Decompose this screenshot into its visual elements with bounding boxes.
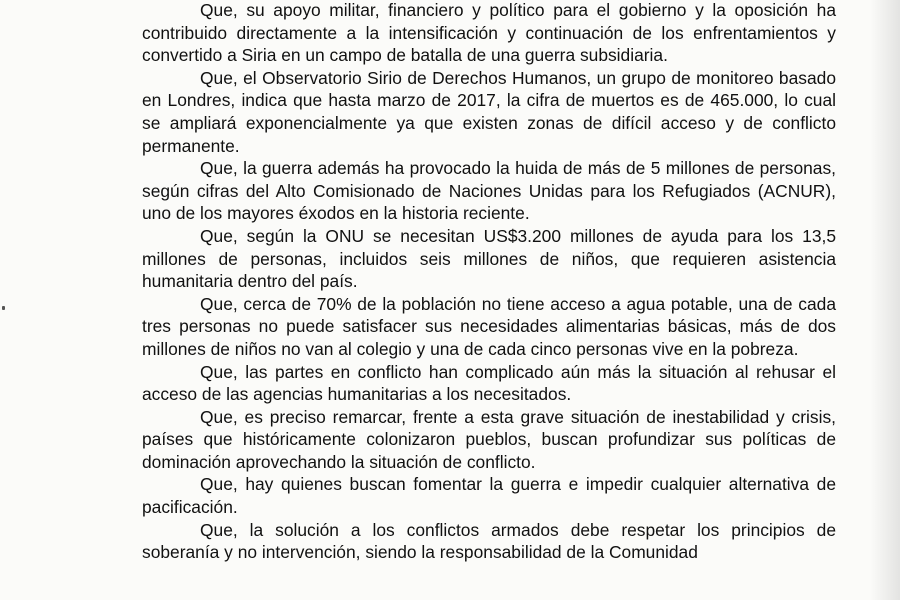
paragraph-ayuda-onu: Que, según la ONU se necesitan US$3.200 millones de ayuda para los 13,5 millones de personas, incluidos seis millones de niños, que requieren asistencia humanitaria dentro del país. bbox=[142, 225, 836, 292]
paragraph-refugiados: Que, la guerra además ha provocado la huida de más de 5 millones de personas, según cifras del Alto Comisionado de Naciones Unidas para los Refugiados (ACNUR), uno de los mayores éxodos en la historia reciente. bbox=[142, 158, 836, 224]
document-body bbox=[142, 0, 836, 564]
paragraph-soberania: Que, la solución a los conflictos armados debe respetar los principios de soberanía y no intervención, siendo la responsabilidad de la Comunidad bbox=[142, 519, 836, 563]
paragraph-observatorio: Que, el Observatorio Sirio de Derechos Humanos, un grupo de monitoreo basado en Londres, indica que hasta marzo de 2017, la cifra de muertos es de 465.000, lo cual se ampliará exponencialmente ya que existen zonas de difícil acceso y de conflicto permanente. bbox=[142, 67, 836, 156]
paragraph-pacificacion: Que, hay quienes buscan fomentar la guerra e impedir cualquier alternativa de pacificación. bbox=[142, 474, 836, 518]
paragraph-acceso-humanitario: Que, las partes en conflicto han complicado aún más la situación al rehusar el acceso de las agencias humanitarias a los necesitados. bbox=[142, 361, 836, 405]
margin-mark bbox=[2, 306, 5, 310]
paragraph-apoyo-militar: Que, su apoyo militar, financiero y político para el gobierno y la oposición ha contribuido directamente a la intensificación y continuación de los enfrentamientos y convertido a Siria en un campo de batalla de una guerra subsidiaria. bbox=[142, 0, 836, 66]
paragraph-agua-potable: Que, cerca de 70% de la población no tiene acceso a agua potable, una de cada tres personas no puede satisfacer sus necesidades alimentarias básicas, más de dos millones de niños no van al colegio y una de cada cinco personas vive en la pobreza. bbox=[142, 293, 836, 359]
paragraph-dominacion: Que, es preciso remarcar, frente a esta grave situación de inestabilidad y crisis, países que históricamente colonizaron pueblos, buscan profundizar sus políticas de dominación aprovechando la situación de conflicto. bbox=[142, 406, 836, 472]
scan-edge-shadow bbox=[870, 0, 900, 600]
